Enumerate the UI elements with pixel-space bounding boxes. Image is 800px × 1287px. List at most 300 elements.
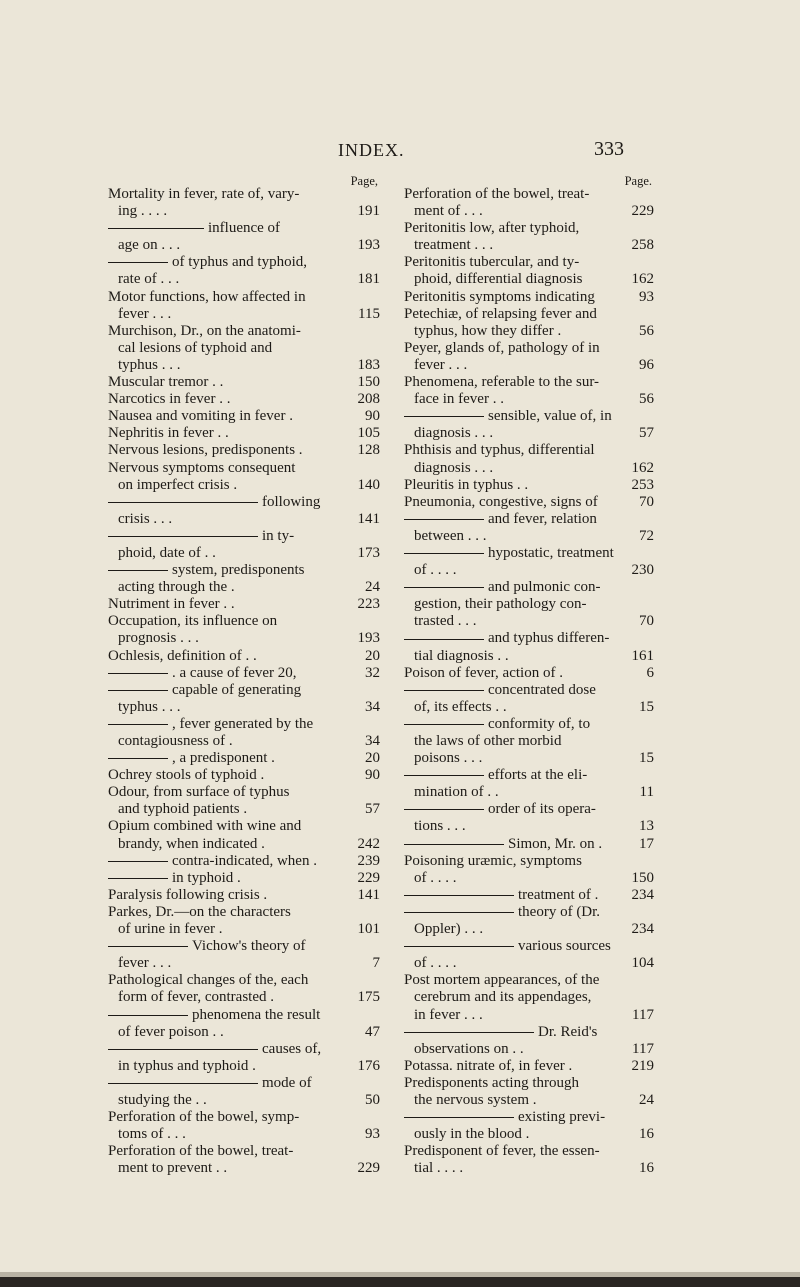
index-entry <box>404 494 654 511</box>
index-entry-text: and typhus differen- <box>488 630 610 647</box>
index-entry <box>108 853 380 870</box>
index-entry <box>108 870 380 887</box>
page-number: 333 <box>594 138 624 160</box>
index-entry <box>404 477 654 494</box>
index-entry-page: 70 <box>639 493 654 510</box>
index-entry-text: of . . . . <box>414 955 457 972</box>
index-entry-text: hypostatic, treatment <box>488 544 614 561</box>
index-entry <box>108 528 380 545</box>
ditto-rule <box>108 861 168 862</box>
index-entry-text: Ochlesis, definition of . . <box>108 647 257 664</box>
running-head: INDEX. <box>338 140 405 160</box>
index-entry-page: 72 <box>639 527 654 544</box>
index-entry-page: 208 <box>357 391 380 408</box>
index-entry <box>404 323 654 340</box>
index-entry-text: Ochrey stools of typhoid . <box>108 767 265 784</box>
index-entry-page: 101 <box>357 921 380 938</box>
index-entry-text: Pleuritis in typhus . . <box>404 476 529 493</box>
index-entry <box>108 989 380 1006</box>
index-entry <box>404 254 654 271</box>
index-entry <box>404 665 654 682</box>
index-entry <box>404 562 654 579</box>
index-entry-text: of fever poison . . <box>118 1023 224 1040</box>
index-entry-text: , fever generated by the <box>172 715 314 732</box>
index-entry-text: Peyer, glands of, pathology of in <box>404 339 600 356</box>
ditto-rule <box>404 587 484 588</box>
index-entry-page: 230 <box>631 562 654 579</box>
index-entry-page: 47 <box>365 1023 380 1040</box>
index-entry <box>108 665 380 682</box>
index-entry-page: 15 <box>639 698 654 715</box>
index-entry-page: 16 <box>639 1160 654 1177</box>
index-entry-text: of . . . . <box>414 562 457 579</box>
index-entry <box>404 972 654 989</box>
index-entry-text: of typhus and typhoid, <box>172 254 307 271</box>
index-entry <box>108 254 380 271</box>
index-entry <box>404 460 654 477</box>
index-entry <box>108 1024 380 1041</box>
index-entry-page: 234 <box>631 921 654 938</box>
index-entry <box>108 836 380 853</box>
index-entry-page: 219 <box>631 1057 654 1074</box>
index-entry <box>404 836 654 853</box>
index-entry-text: Nutriment in fever . . <box>108 596 235 613</box>
index-entry-page: 176 <box>357 1057 380 1074</box>
index-entry-text: gestion, their pathology con- <box>414 596 587 613</box>
index-entry-text: observations on . . <box>414 1040 524 1057</box>
index-entry-text: contra-indicated, when . <box>172 852 317 869</box>
index-entry-text: ment of . . . <box>414 203 483 220</box>
index-entry <box>404 186 654 203</box>
index-entry <box>108 442 380 459</box>
index-entry-text: Predisponent of fever, the essen- <box>404 1143 600 1160</box>
index-entry <box>108 562 380 579</box>
page-header <box>0 140 800 170</box>
index-entry-page: 223 <box>357 596 380 613</box>
index-entry-page: 24 <box>365 579 380 596</box>
index-entry-text: rate of . . . <box>118 271 180 288</box>
index-entry <box>108 904 380 921</box>
index-entry <box>108 1126 380 1143</box>
ditto-rule <box>404 844 504 845</box>
index-entry <box>108 1092 380 1109</box>
index-entry <box>108 408 380 425</box>
index-entry-text: diagnosis . . . <box>414 425 494 442</box>
index-entry-page: 193 <box>357 237 380 254</box>
index-entry <box>404 630 654 647</box>
index-entry <box>404 528 654 545</box>
index-entry <box>108 323 380 340</box>
index-entry-page: 229 <box>357 1160 380 1177</box>
index-entry-text: Phenomena, referable to the sur- <box>404 374 600 391</box>
index-entry-page: 253 <box>631 476 654 493</box>
index-entry <box>404 1058 654 1075</box>
index-entry-text: Oppler) . . . <box>414 921 484 938</box>
index-entry-text: Peritonitis tubercular, and ty- <box>404 254 580 271</box>
index-entry-page: 32 <box>365 664 380 681</box>
index-entry-text: Peritonitis symptoms indicating <box>404 288 595 305</box>
index-entry-text: phoid, differential diagnosis <box>414 271 583 288</box>
ditto-rule <box>404 724 484 725</box>
index-entry-text: ment to prevent . . <box>118 1160 228 1177</box>
index-entry-page: 141 <box>357 886 380 903</box>
index-entry <box>108 203 380 220</box>
index-entry-text: brandy, when indicated . <box>118 835 265 852</box>
index-entries-left <box>108 186 380 1177</box>
index-entry <box>404 1109 654 1126</box>
index-entry-text: typhus . . . <box>118 698 181 715</box>
index-entry-text: existing previ- <box>518 1109 606 1126</box>
index-entry-text: efforts at the eli- <box>488 767 588 784</box>
index-entry <box>404 716 654 733</box>
index-entry-text: Narcotics in fever . . <box>108 391 231 408</box>
index-entry <box>404 801 654 818</box>
index-entry <box>404 1092 654 1109</box>
index-entry-text: of, its effects . . <box>414 698 507 715</box>
index-entry-text: order of its opera- <box>488 801 596 818</box>
index-entry <box>108 374 380 391</box>
index-entry <box>404 237 654 254</box>
index-entry-page: 128 <box>357 442 380 459</box>
index-entry-page: 258 <box>631 237 654 254</box>
ditto-rule <box>108 878 168 879</box>
index-entry-page: 173 <box>357 544 380 561</box>
index-entry-text: Nephritis in fever . . <box>108 425 229 442</box>
index-entry <box>108 545 380 562</box>
index-entry <box>404 733 654 750</box>
index-entry-text: tial . . . . <box>414 1160 464 1177</box>
index-entry-text: of . . . . <box>414 869 457 886</box>
index-entry-page: 141 <box>357 510 380 527</box>
index-entry-page: 93 <box>639 288 654 305</box>
index-entry-text: Phthisis and typhus, differential <box>404 442 595 459</box>
index-entry <box>404 203 654 220</box>
index-entry <box>108 477 380 494</box>
index-column-left <box>108 174 380 1177</box>
index-entry-page: 7 <box>372 955 380 972</box>
ditto-rule <box>404 519 484 520</box>
index-entry-page: 96 <box>639 356 654 373</box>
index-entry-text: tions . . . <box>414 818 466 835</box>
index-entry <box>404 682 654 699</box>
index-entry-page: 56 <box>639 322 654 339</box>
index-entry-text: acting through the . <box>118 579 235 596</box>
index-entry-page: 17 <box>639 835 654 852</box>
index-entry <box>108 186 380 203</box>
ditto-rule <box>404 639 484 640</box>
index-entry <box>404 374 654 391</box>
index-entry <box>108 289 380 306</box>
index-entry-text: concentrated dose <box>488 681 596 698</box>
ditto-rule <box>108 1015 188 1016</box>
index-entry <box>404 887 654 904</box>
index-entry <box>108 630 380 647</box>
index-entry-page: 90 <box>365 767 380 784</box>
index-entry-text: Vichow's theory of <box>192 938 306 955</box>
index-entry-page: 150 <box>357 374 380 391</box>
index-entry-text: age on . . . <box>118 237 181 254</box>
index-entry-text: capable of generating <box>172 681 302 698</box>
ditto-rule <box>108 536 258 537</box>
index-entry-page: 140 <box>357 476 380 493</box>
index-entry-text: Paralysis following crisis . <box>108 886 268 903</box>
index-entry-text: Mortality in fever, rate of, vary- <box>108 186 300 202</box>
index-entry <box>108 1143 380 1160</box>
ditto-rule <box>108 1049 258 1050</box>
index-entry <box>108 391 380 408</box>
index-entry-page: 161 <box>631 647 654 664</box>
index-entry-text: Simon, Mr. on . <box>508 835 603 852</box>
index-entry-page: 20 <box>365 750 380 767</box>
index-entry <box>108 357 380 374</box>
ditto-rule <box>108 228 204 229</box>
index-entry-text: in ty- <box>262 527 295 544</box>
index-entry-page: 13 <box>639 818 654 835</box>
index-entry-page: 115 <box>358 305 380 322</box>
index-entry <box>108 1109 380 1126</box>
index-entry-text: Murchison, Dr., on the anatomi- <box>108 322 301 339</box>
index-entry-text: various sources <box>518 938 611 955</box>
index-entry <box>108 801 380 818</box>
index-entry-text: Nausea and vomiting in fever . <box>108 408 293 425</box>
index-entry-text: sensible, value of, in <box>488 408 612 425</box>
index-entry <box>404 921 654 938</box>
index-entry-text: and typhoid patients . <box>118 801 248 818</box>
index-column-right <box>404 174 654 1177</box>
ditto-rule <box>404 895 514 896</box>
index-entry-page: 117 <box>632 1040 654 1057</box>
index-entry-text: system, predisponents <box>172 562 305 579</box>
index-entry-text: Predisponents acting through <box>404 1074 579 1091</box>
index-entry-page: 181 <box>357 271 380 288</box>
index-entry-page: 24 <box>639 1091 654 1108</box>
ditto-rule <box>404 553 484 554</box>
index-entry-text: Nervous lesions, predisponents . <box>108 442 303 459</box>
index-entry-text: toms of . . . <box>118 1126 186 1143</box>
index-entry <box>108 648 380 665</box>
index-entry-page: 162 <box>631 271 654 288</box>
index-entry <box>404 545 654 562</box>
index-entry-page: 16 <box>639 1126 654 1143</box>
index-entry-text: Potassa. nitrate of, in fever . <box>404 1057 573 1074</box>
index-entry-text: phoid, date of . . <box>118 544 216 561</box>
index-entry-text: face in fever . . <box>414 391 504 408</box>
index-entry-text: . a cause of fever 20, <box>172 664 297 681</box>
index-entry <box>108 425 380 442</box>
index-entry-page: 93 <box>365 1126 380 1143</box>
ditto-rule <box>404 775 484 776</box>
index-entry <box>108 1007 380 1024</box>
index-entry-text: typhus, how they differ . <box>414 322 562 339</box>
index-entry-text: , a predisponent . <box>172 750 275 767</box>
index-entry-text: influence of <box>208 220 281 237</box>
index-entry <box>108 1075 380 1092</box>
index-entry-text: trasted . . . <box>414 613 477 630</box>
ditto-rule <box>404 809 484 810</box>
index-entry-page: 117 <box>632 1006 654 1023</box>
index-entry-text: conformity of, to <box>488 715 591 732</box>
index-entry-text: poisons . . . <box>414 750 483 767</box>
index-entry-page: 56 <box>639 391 654 408</box>
index-entry-text: on imperfect crisis . <box>118 476 238 493</box>
index-entry-page: 242 <box>357 835 380 852</box>
ditto-rule <box>108 946 188 947</box>
index-entry-text: studying the . . <box>118 1091 207 1108</box>
scan-edge <box>0 1277 800 1287</box>
index-entry-page: 57 <box>365 801 380 818</box>
index-entry-page: 34 <box>365 733 380 749</box>
index-entry-page: 239 <box>357 852 380 869</box>
index-entry <box>404 853 654 870</box>
index-entry <box>108 237 380 254</box>
index-entry-text: in typhoid . <box>172 869 241 886</box>
index-entry <box>108 306 380 323</box>
index-entries-right <box>404 186 654 1177</box>
index-entry <box>404 271 654 288</box>
index-entry <box>404 938 654 955</box>
index-entry <box>404 1007 654 1024</box>
index-entry-page: 70 <box>639 613 654 630</box>
index-entry <box>404 289 654 306</box>
page-column-label: Page, <box>350 174 378 188</box>
page-column-label: Page. <box>624 174 652 188</box>
index-entry-page: 175 <box>357 989 380 1006</box>
index-entry <box>404 989 654 1006</box>
index-entry-text: Odour, from surface of typhus <box>108 784 290 801</box>
index-entry <box>404 408 654 425</box>
index-entry <box>404 220 654 237</box>
index-entry-text: Post mortem appearances, of the <box>404 972 600 989</box>
index-entry-text: Perforation of the bowel, symp- <box>108 1109 300 1126</box>
ditto-rule <box>404 690 484 691</box>
index-entry <box>108 596 380 613</box>
index-entry-page: 229 <box>631 203 654 220</box>
index-entry <box>404 391 654 408</box>
index-entry-text: of urine in fever . <box>118 921 223 938</box>
index-entry-page: 6 <box>646 664 654 681</box>
index-entry-text: the laws of other morbid <box>414 733 562 749</box>
index-entry-page: 34 <box>365 698 380 715</box>
index-entry <box>108 613 380 630</box>
index-entry <box>404 870 654 887</box>
index-entry <box>404 1075 654 1092</box>
ditto-rule <box>404 1117 514 1118</box>
ditto-rule <box>108 1083 258 1084</box>
index-entry <box>404 613 654 630</box>
index-entry-text: the nervous system . <box>414 1091 537 1108</box>
index-entry-text: and pulmonic con- <box>488 579 601 596</box>
index-entry-text: Peritonitis low, after typhoid, <box>404 220 580 237</box>
index-entry <box>404 511 654 528</box>
index-entry-text: contagiousness of . <box>118 733 233 749</box>
index-entry-text: crisis . . . <box>118 510 173 527</box>
index-entry-text: ing . . . . <box>118 203 168 220</box>
ditto-rule <box>108 502 258 503</box>
index-entry <box>108 699 380 716</box>
index-entry-page: 150 <box>631 869 654 886</box>
index-entry-page: 15 <box>639 750 654 767</box>
index-entry <box>108 682 380 699</box>
index-entry <box>108 887 380 904</box>
index-entry-text: mination of . . <box>414 784 499 801</box>
ditto-rule <box>108 570 168 571</box>
index-entry-page: 162 <box>631 459 654 476</box>
index-entry-text: fever . . . <box>414 356 468 373</box>
index-entry-text: Nervous symptoms consequent <box>108 459 296 476</box>
index-entry <box>404 579 654 596</box>
index-entry-page: 90 <box>365 408 380 425</box>
index-entry <box>108 271 380 288</box>
index-entry <box>404 340 654 357</box>
index-entry-page: 11 <box>639 784 654 801</box>
index-entry-text: causes of, <box>262 1040 322 1057</box>
index-entry-text: Petechiæ, of relapsing fever and <box>404 305 597 322</box>
ditto-rule <box>108 758 168 759</box>
index-entry <box>404 699 654 716</box>
index-entry <box>108 1058 380 1075</box>
index-entry <box>404 442 654 459</box>
index-entry-text: treatment . . . <box>414 237 494 254</box>
index-entry <box>404 750 654 767</box>
index-entry <box>108 938 380 955</box>
index-entry-text: between . . . <box>414 527 487 544</box>
index-entry-text: and fever, relation <box>488 510 597 527</box>
index-entry-page: 229 <box>357 869 380 886</box>
index-entry <box>404 767 654 784</box>
index-entry-text: prognosis . . . <box>118 630 199 647</box>
index-entry-text: in typhus and typhoid . <box>118 1057 256 1074</box>
index-entry <box>108 921 380 938</box>
ditto-rule <box>108 262 168 263</box>
index-entry-text: diagnosis . . . <box>414 459 494 476</box>
index-entry <box>404 1143 654 1160</box>
index-entry-page: 191 <box>357 203 380 220</box>
index-entry-text: Perforation of the bowel, treat- <box>108 1143 294 1160</box>
index-entry-text: fever . . . <box>118 955 172 972</box>
index-entry-text: in fever . . . <box>414 1006 483 1023</box>
index-entry-text: Pneumonia, congestive, signs of <box>404 493 598 510</box>
ditto-rule <box>404 1032 534 1033</box>
index-entry-text: Poison of fever, action of . <box>404 664 563 681</box>
ditto-rule <box>404 416 484 417</box>
index-entry <box>108 972 380 989</box>
index-entry-text: form of fever, contrasted . <box>118 989 274 1006</box>
index-entry-text: theory of (Dr. <box>518 903 601 920</box>
index-entry <box>108 716 380 733</box>
index-entry-text: Perforation of the bowel, treat- <box>404 186 590 202</box>
index-entry <box>404 306 654 323</box>
index-entry-text: Dr. Reid's <box>538 1023 598 1040</box>
index-entry-text: mode of <box>262 1074 312 1091</box>
index-entry-page: 105 <box>357 425 380 442</box>
index-entry <box>404 1126 654 1143</box>
index-entry-page: 20 <box>365 647 380 664</box>
index-entry-text: Motor functions, how affected in <box>108 288 306 305</box>
index-entry-text: Opium combined with wine and <box>108 818 302 835</box>
index-entry <box>404 784 654 801</box>
index-entry-text: following <box>262 493 321 510</box>
index-entry-text: cerebrum and its appendages, <box>414 989 592 1006</box>
ditto-rule <box>108 724 168 725</box>
ditto-rule <box>108 690 168 691</box>
index-entry-text: tial diagnosis . . <box>414 647 509 664</box>
index-entry <box>108 579 380 596</box>
index-entry-text: typhus . . . <box>118 356 181 373</box>
ditto-rule <box>108 673 168 674</box>
index-entry-page: 234 <box>631 886 654 903</box>
index-entry <box>404 955 654 972</box>
index-entry-text: Parkes, Dr.—on the characters <box>108 903 291 920</box>
